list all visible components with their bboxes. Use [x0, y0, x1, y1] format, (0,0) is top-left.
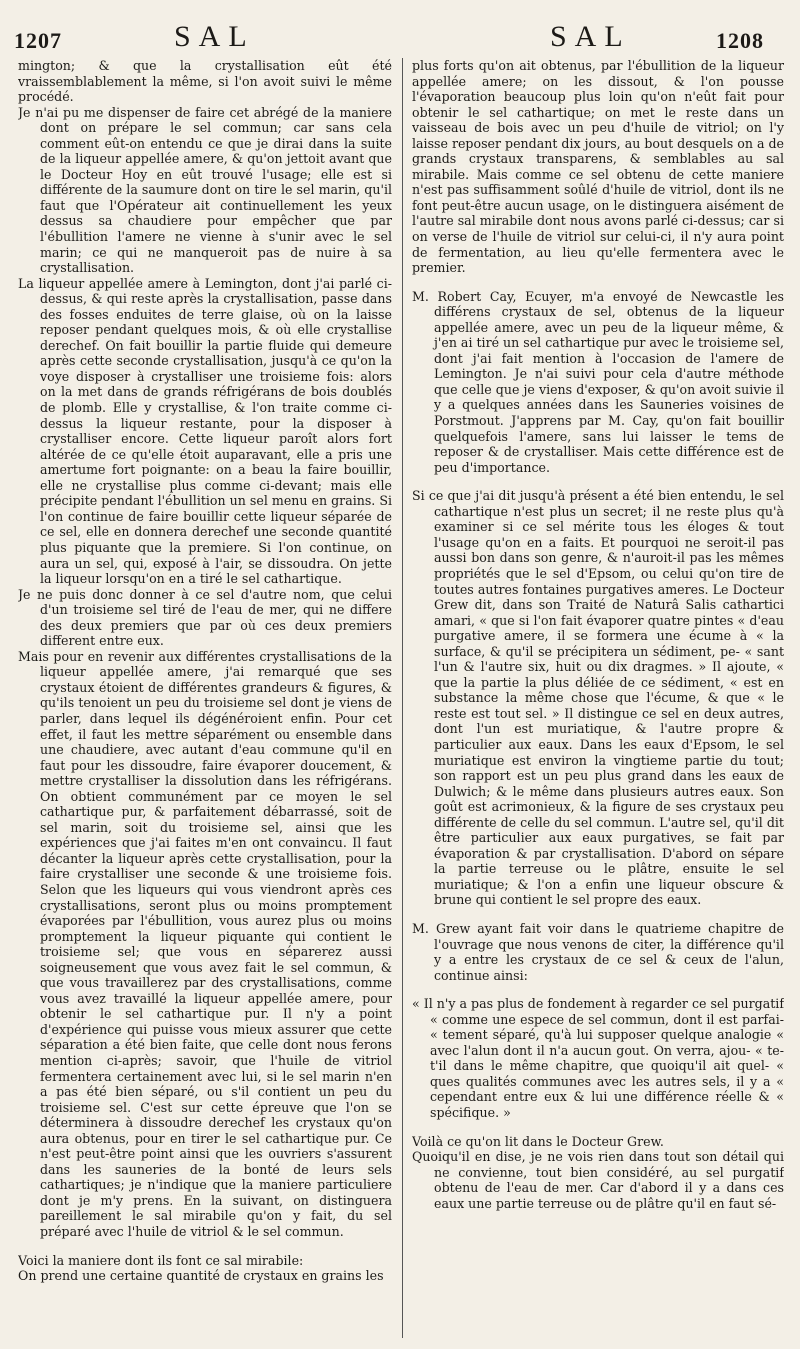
paragraph: Mais pour en revenir aux différentes crystallisations de la liqueur appellée amere, j'ai remarqué que ses crystaux étoient de différentes grandeurs & figures, & qu'ils tenoient un peu du troisieme sel dont je viens de parler, dans lequel ils dégénéroient enfin. Pour cet effet, il faut les mettre séparément ou ensemble dans une chaudiere, avec autant d'eau commune qu'il en faut pour les dissoudre, faire évaporer doucement, & mettre crystalliser la dissolution dans les réfrigérans. On obtient communément par ce moyen le sel cathartique pur, & parfaitement débarrassé, soit de sel marin, soit du troisieme sel, ainsi que les expériences que j'ai faites m'en ont convaincu. Il faut décanter la liqueur après cette crystallisation, pour la faire crystalliser une seconde & une troisieme fois. Selon que les liqueurs qui vous viendront après ces crystallisations, seront plus ou moins promptement évaporées par l'ébullition, vous aurez plus ou moins promptement la liqueur piquante qui contient le troisieme sel; que vous en séparerez aussi soigneusement que vous avez fait le sel commun, & que vous travaillerez par des crystallisations, comme vous avez travaillé la liqueur appellée amere, pour obtenir le sel cathartique pur. Il n'y a point d'expérience qui puisse vous mieux assurer que cette séparation a été bien faite, que celle dont nous ferons mention ci-après; savoir, que l'huile de vitriol fermentera certainement avec lui, si le sel marin n'en a pas été bien séparé, ou s'il contient un peu du troisieme sel. C'est sur cette épreuve que l'on se déterminera à dissoudre derechef les crystaux qu'on aura obtenus, pour en tirer le sel cathartique pur. Ce n'est peut-être point ainsi que les ouvriers s'assurent dans les sauneries de la bonté de leurs sels cathartiques; je n'indique que la maniere particuliere dont je m'y prens. En la suivant, on distinguera pareillement le sal mirabile qu'on y fait, du sel préparé avec l'huile de vitriol & le sel commun. [18, 648, 392, 1240]
paragraph: On prend une certaine quantité de crystaux en grains les [18, 1268, 384, 1284]
paragraph: M. Grew ayant fait voir dans le quatrieme chapitre de l'ouvrage que nous venons de citer, la différence qu'il y a entre les crystaux de ce sel & ceux de l'alun, continue ainsi: [412, 920, 784, 983]
paragraph: Voici la maniere dont ils font ce sal mirabile: [18, 1252, 304, 1268]
paragraph: M. Robert Cay, Ecuyer, m'a envoyé de Newcastle les différens crystaux de sel, obtenus de la liqueur appellée amere, avec un peu de la liqueur même, & j'en ai tiré un sel cathartique pur avec le troisieme sel, dont j'ai fait mention à l'occasion de l'amere de Lemington. Je n'ai suivi pour cela d'autre méthode que celle que je viens d'exposer, & qu'on avoit suivie il y a quelques années dans les Sauneries voisines de Porstmout. J'apprens par M. Cay, qu'on fait bouillir quelquefois l'amere, sans lui laisser le tems de reposer & de crystalliser. Mais cette différence est de peu d'importance. [412, 288, 784, 475]
text-column-right [412, 58, 784, 1344]
paragraph: plus forts qu'on ait obtenus, par l'ébullition de la liqueur appellée amere; on les dissout, & l'on pousse l'évaporation beaucoup plus loin qu'on n'eût fait pour obtenir le sel cathartique; on met le reste dans un vaisseau de bois avec un peu d'huile de vitriol; on l'y laisse reposer pendant dix jours, au bout desquels on a de grands crystaux transparens, & semblables au sal mirabile. Mais comme ce sel obtenu de cette maniere n'est pas suffisamment soûlé d'huile de vitriol, dont ils ne font peut-être aucun usage, on le distinguera aisément de l'autre sal mirabile dont nous avons parlé ci-dessus; car si on verse de l'huile de vitriol sur celui-ci, il n'y aura point de fermentation, au lieu qu'elle fermentera avec le premier. [412, 58, 784, 276]
paragraph: Je ne puis donc donner à ce sel d'autre nom, que celui d'un troisieme sel tiré de l'eau de mer, qui ne differe des deux premiers que par où ces deux premiers different entre eux. [18, 586, 392, 649]
column-divider [402, 58, 403, 1338]
paragraph: Quoiqu'il en dise, je ne vois rien dans tout son détail qui ne convienne, tout bien considéré, au sel purgatif obtenu de l'eau de mer. Car d'abord il y a dans ces eaux une partie terreuse ou de plâtre qu'il en faut sé- [412, 1149, 784, 1211]
page-header [0, 20, 800, 56]
paragraph: Je n'ai pu me dispenser de faire cet abrégé de la maniere dont on prépare le sel commun; car sans cela comment eût-on entendu ce que je dirai dans la suite de la liqueur appellée amere, & qu'on jettoit avant que le Docteur Hoy en eût trouvé l'usage; elle est si différente de la saumure dont on tire le sel marin, qu'il faut que l'Opérateur ait continuellement les yeux dessus sa chaudiere pour empêcher que par l'ébullition l'amere ne vienne à s'unir avec le sel marin; ce qui ne manqueroit pas de nuire à sa crystallisation. [18, 104, 392, 276]
page-number-right: 1208 [716, 28, 764, 53]
paragraph: Si ce que j'ai dit jusqu'à présent a été bien entendu, le sel cathartique n'est plus un secret; il ne reste plus qu'à examiner si ce sel mérite tous les éloges & tout l'usage qu'on en a faits. Et pourquoi ne seroit-il pas aussi bon dans son genre, & n'auroit-il pas les mêmes propriétés que le sel d'Epsom, ou celui qu'on tire de toutes autres fontaines purgatives ameres. Le Docteur Grew dit, dans son Traité de Naturâ Salis cathartici amari, « que si l'on fait évaporer quatre pintes « d'eau purgative amere, il se formera une écume à « la surface, & qu'il se précipitera un sédiment, pe- « sant l'un & l'autre six, huit ou dix dragmes. » Il ajoute, « que la partie la plus déliée de ce sédiment, « est en substance la même chose que l'écume, & que « le reste est tout sel. » Il distingue ce sel en deux autres, dont l'un est muriatique, & l'autre propre & particulier aux eaux. Dans les eaux d'Epsom, le sel muriatique est environ la vingtieme partie du tout; son rapport est un peu plus grand dans les eaux de Dulwich; & le même dans plusieurs autres eaux. Son goût est acrimonieux, & la figure de ses crystaux peu différente de celle du sel commun. L'autre sel, qu'il dit être particulier aux eaux purgatives, se fait par évaporation & par crystallisation. D'abord on sépare la partie terreuse ou le plâtre, ensuite le sel muriatique; & l'on a enfin une liqueur obscure & brune qui contient le sel propre des eaux. [412, 488, 784, 908]
running-head-right: SAL [550, 20, 631, 53]
paragraph: Voilà ce qu'on lit dans le Docteur Grew. [412, 1133, 664, 1149]
paragraph: mington; & que la crystallisation eût été vraissemblablement la même, si l'on avoit suivi le même procédé. [18, 58, 392, 105]
quotation: « Il n'y a pas plus de fondement à regarder ce sel purgatif « comme une espece de sel commun, dont il est parfai- « tement séparé, qu'à lui supposer quelque analogie « avec l'alun dont il n'a aucun gout. On verra, ajou- « te-t'il dans le même chapitre, que quoiqu'il ait quel- « ques qualités communes avec les autres sels, il y a « cependant entre eux & lui une différence réelle & « spécifique. » [412, 996, 784, 1120]
text-column-left [18, 58, 392, 1344]
page-number-left: 1207 [14, 28, 62, 53]
running-head-left: SAL [174, 20, 255, 53]
paragraph: La liqueur appellée amere à Lemington, dont j'ai parlé ci-dessus, & qui reste après la crystallisation, passe dans des fosses enduites de terre glaise, où on la laisse reposer pendant quelques mois, & où elle crystallise derechef. On fait bouillir la partie fluide qui demeure après cette seconde crystallisation, jusqu'à ce qu'on la voye disposer à crystalliser une troisieme fois: alors on la met dans de grands réfrigérans de bois doublés de plomb. Elle y crystallise, & l'on traite comme ci-dessus la liqueur restante, pour la disposer à crystalliser encore. Cette liqueur paroît alors fort altérée de ce qu'elle étoit auparavant, elle a pris une amertume fort poignante: on a beau la faire bouillir, elle ne crystallise plus comme ci-devant; mais elle précipite pendant l'ébullition un sel menu en grains. Si l'on continue de faire bouillir cette liqueur séparée de ce sel, elle en donnera derechef une seconde quantité plus piquante que la premiere. Si l'on continue, on aura un sel, qui, exposé à l'air, se dissoudra. On jette la liqueur lorsqu'on en a tiré le sel cathartique. [18, 275, 392, 587]
